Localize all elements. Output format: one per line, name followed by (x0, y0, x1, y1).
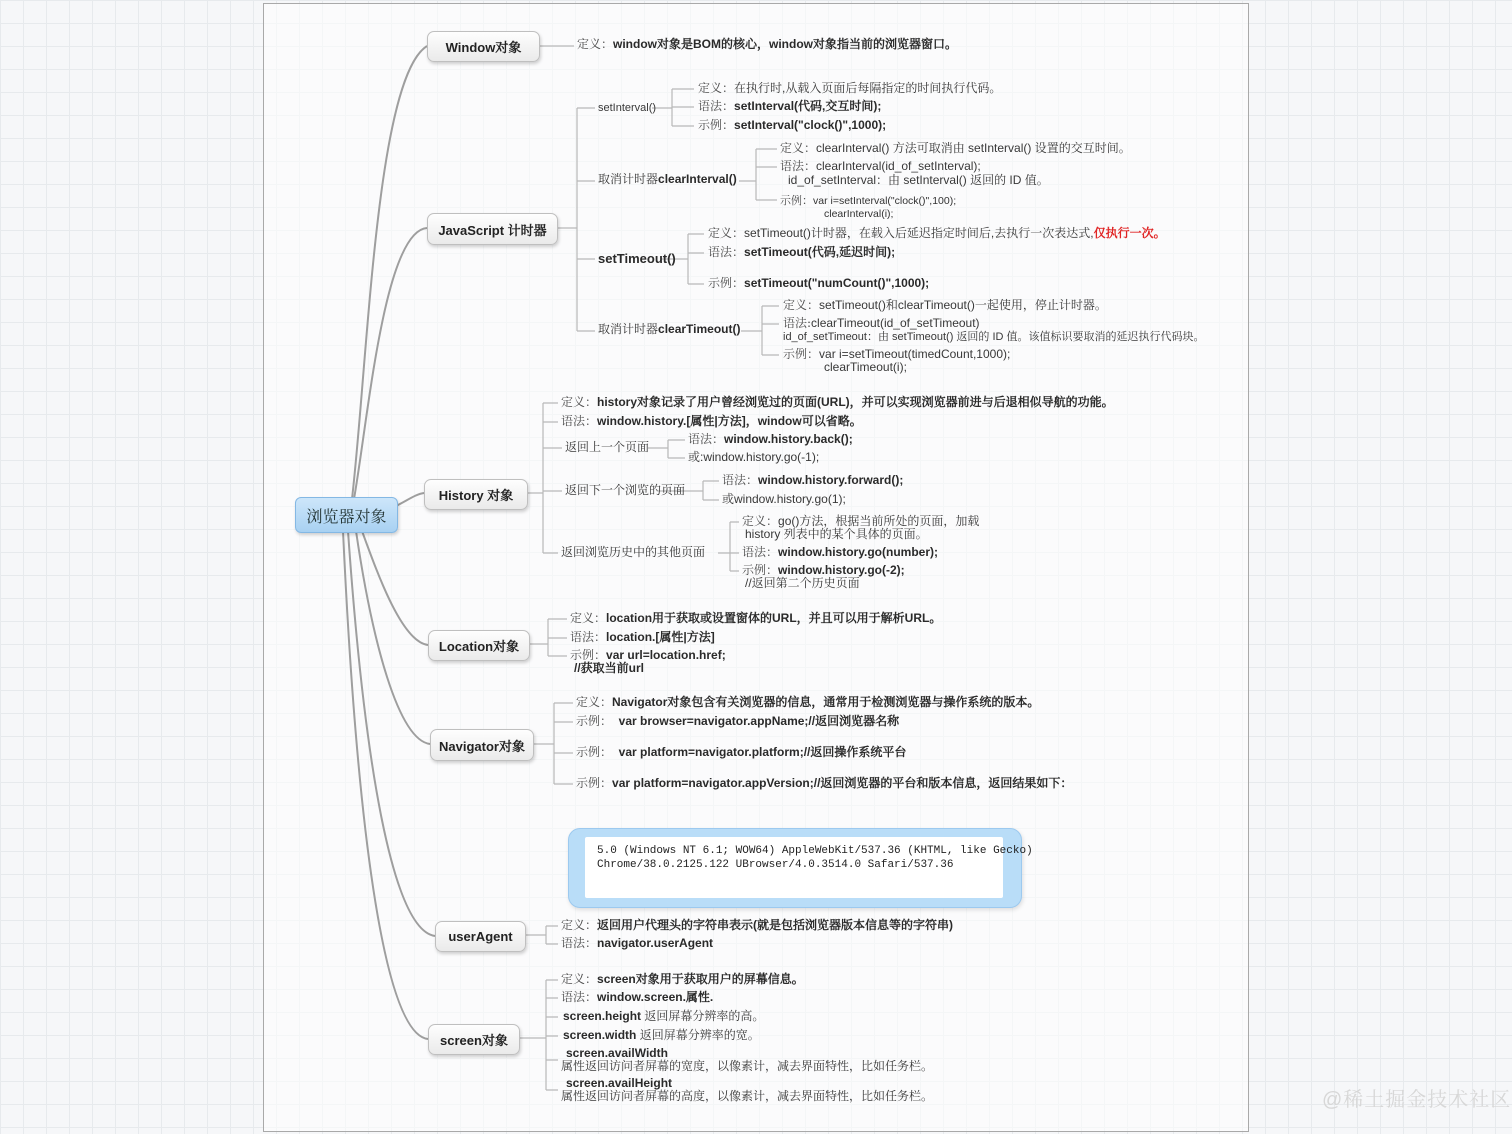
comment-text: //获取当前url (574, 661, 645, 675)
screen-height-property (563, 1010, 764, 1023)
setinterval-label-text: setInterval() (598, 102, 657, 114)
label-prefix: 定义： (561, 918, 598, 932)
location-comment (574, 662, 644, 675)
property-name: screen.availWidth (566, 1046, 668, 1060)
label-prefix: 示例： (783, 347, 820, 361)
root-node-label: 浏览器对象 (306, 508, 387, 526)
node-js-timer[interactable] (427, 213, 558, 245)
settimeout-label-text: setTimeout() (598, 251, 676, 266)
label-prefix: 语法： (708, 245, 745, 259)
label-prefix: 语法： (688, 432, 725, 446)
history-back-label[interactable] (565, 441, 649, 454)
syntax-text: window.history.forward(); (758, 473, 904, 487)
example-code: var i=setInterval("clock()",100); (813, 195, 957, 207)
example-text: window.history.go(-2); (778, 563, 905, 577)
watermark-text: @稀土掘金技术社区 (1322, 1089, 1512, 1111)
example-text: var platform=navigator.appVersion;//返回浏览器的平台和版本信息，返回结果如下： (612, 776, 1073, 790)
clearinterval-definition (780, 142, 1131, 155)
history-forward-label-text: 返回下一个浏览的页面 (565, 483, 686, 497)
node-history-label: History 对象 (438, 488, 514, 503)
cleartimeout-label-cn: 取消计时器 (598, 322, 659, 336)
useragent-syntax (561, 937, 713, 950)
label-prefix: 示例： (570, 648, 607, 662)
history-go-syntax (742, 546, 938, 559)
label-prefix: 示例： (780, 194, 813, 207)
label-prefix: 语法： (570, 630, 607, 644)
node-location[interactable] (428, 630, 530, 661)
definition-text: clearInterval() 方法可取消由 setInterval() 设置的交互时间。 (816, 141, 1131, 155)
property-description: 属性返回访问者屏幕的宽度，以像素计，减去界面特性，比如任务栏。 (561, 1059, 934, 1073)
example-text: var browser=navigator.appName;//返回浏览器名称 (612, 714, 900, 728)
definition-highlight-red: 仅执行一次。 (1093, 226, 1166, 240)
label-prefix: 示例： (742, 563, 779, 577)
label-prefix: 定义： (780, 141, 817, 155)
label-prefix: 定义： (577, 37, 614, 51)
definition-text: setTimeout()计时器，在载入后延迟指定时间后,去执行一次表达式, (744, 226, 1094, 240)
screen-width-property (563, 1029, 760, 1042)
history-forward-alternative (722, 493, 846, 506)
useragent-definition (561, 919, 953, 932)
property-name: screen.height (563, 1009, 642, 1023)
settimeout-label[interactable] (598, 252, 676, 267)
label-prefix: 定义： (742, 514, 779, 528)
node-navigator-label: Navigator对象 (439, 738, 525, 754)
settimeout-syntax (708, 246, 895, 259)
syntax-text: clearInterval(id_of_setInterval); (816, 159, 981, 173)
node-screen-label: screen对象 (440, 1033, 508, 1048)
definition-text: Navigator对象包含有关浏览器的信息，通常用于检测浏览器与操作系统的版本。 (612, 695, 1040, 709)
label-prefix: 定义： (561, 972, 598, 986)
syntax-text: window.screen.属性. (597, 990, 714, 1004)
label-prefix: 语法： (561, 414, 598, 428)
clearinterval-syntax-1 (780, 160, 981, 173)
clearinterval-example-1 (780, 194, 956, 208)
definition-text: 返回用户代理头的字符串表示(就是包括浏览器版本信息等的字符串) (597, 918, 954, 932)
useragent-result-box (568, 828, 1033, 908)
syntax-text: clearTimeout(id_of_setTimeout) (811, 316, 980, 330)
syntax-text: id_of_setInterval：由 setInterval() 返回的 ID 值。 (788, 173, 1049, 187)
label-prefix: 示例： (708, 276, 745, 290)
history-forward-label[interactable] (565, 484, 685, 497)
settimeout-example (708, 277, 929, 290)
useragent-result-text (585, 837, 1033, 898)
cleartimeout-label-code: clearTimeout() (658, 322, 741, 336)
node-screen[interactable] (428, 1024, 520, 1055)
label-prefix: 定义： (576, 695, 613, 709)
example-text: setTimeout("numCount()",1000); (744, 276, 930, 290)
navigator-definition (576, 696, 1039, 709)
syntax-text: window.history.back(); (724, 432, 853, 446)
comment-text: //返回第二个历史页面 (745, 576, 860, 590)
history-go-comment (745, 577, 860, 590)
clearinterval-label-code: clearInterval() (658, 172, 737, 186)
settimeout-definition (708, 227, 1166, 240)
property-name: screen.availHeight (566, 1076, 673, 1090)
syntax-text: setTimeout(代码,延迟时间); (744, 245, 896, 259)
history-back-alternative (688, 451, 819, 464)
definition-text: window对象是BOM的核心，window对象指当前的浏览器窗口。 (613, 37, 957, 51)
history-go-label-text: 返回浏览历史中的其他页面 (561, 545, 706, 559)
cleartimeout-syntax-1 (783, 317, 980, 330)
cleartimeout-label[interactable] (598, 323, 740, 336)
setinterval-syntax (698, 100, 881, 113)
node-js-timer-label: JavaScript 计时器 (438, 222, 547, 238)
history-back-syntax (688, 433, 853, 446)
label-prefix: 语法： (698, 99, 735, 113)
syntax-text: window.history.go(number); (778, 545, 938, 559)
syntax-text: window.history.[属性|方法]，window可以省略。 (597, 414, 862, 428)
property-description: 返回屏幕分辨率的高。 (641, 1009, 765, 1023)
definition-text: 在执行时,从载入页面后每隔指定的时间执行代码。 (734, 81, 1002, 95)
definition-text: history 列表中的某个具体的页面。 (745, 527, 928, 541)
example-text: clearTimeout(i); (824, 360, 907, 374)
label-prefix: 语法： (722, 473, 759, 487)
node-window-label: Window对象 (445, 40, 522, 55)
root-node-browser-object[interactable] (295, 497, 398, 533)
setinterval-example (698, 119, 886, 132)
navigator-example-3 (576, 777, 1072, 790)
definition-text: location用于获取或设置窗体的URL，并且可以用于解析URL。 (606, 611, 942, 625)
label-prefix: 定义： (708, 226, 745, 240)
cleartimeout-definition (783, 299, 1107, 312)
label-prefix: 定义： (570, 611, 607, 625)
label-prefix: 示例： (576, 776, 613, 790)
history-back-label-text: 返回上一个页面 (565, 440, 650, 454)
navigator-example-2 (576, 746, 906, 759)
syntax-text: setInterval(代码,交互时间); (734, 99, 882, 113)
node-history[interactable] (424, 479, 528, 510)
label-prefix: 定义： (783, 298, 820, 312)
history-definition (561, 396, 1114, 409)
clearinterval-label[interactable] (598, 173, 737, 186)
property-description: 返回屏幕分辨率的宽。 (636, 1028, 760, 1042)
definition-text: setTimeout()和clearTimeout()一起使用，停止计时器。 (819, 298, 1107, 312)
history-forward-syntax (722, 474, 903, 487)
node-location-label: Location对象 (438, 639, 520, 654)
useragent-string-line-1: 5.0 (Windows NT 6.1; WOW64) AppleWebKit/537.36 (KHTML, like Gecko) (597, 845, 1033, 857)
screen-syntax (561, 991, 713, 1004)
property-description: 属性返回访问者屏幕的高度，以像素计，减去界面特性，比如任务栏。 (561, 1089, 934, 1103)
syntax-text: 或:window.history.go(-1); (688, 450, 820, 464)
history-go-label[interactable] (561, 546, 705, 559)
label-prefix: 语法: (783, 316, 812, 330)
label-prefix: 示例： (698, 118, 735, 132)
node-window[interactable] (427, 31, 540, 62)
label-prefix: 语法： (561, 990, 598, 1004)
screen-definition (561, 973, 804, 986)
label-prefix: 语法： (742, 545, 779, 559)
definition-text: history对象记录了用户曾经浏览过的页面(URL)，并可以实现浏览器前进与后退相似导航的功能。 (597, 395, 1114, 409)
node-navigator[interactable] (430, 729, 534, 761)
history-syntax (561, 415, 862, 428)
location-definition (570, 612, 941, 625)
syntax-text: id_of_setTimeout：由 setTimeout() 返回的 ID 值。该值标识要取消的延迟执行代码块。 (783, 331, 1205, 343)
clearinterval-syntax-2 (788, 174, 1049, 187)
label-prefix: 示例： (576, 714, 613, 728)
example-text: var i=setTimeout(timedCount,1000); (819, 347, 1011, 361)
property-name: screen.width (563, 1028, 637, 1042)
cleartimeout-syntax-2 (783, 331, 1205, 343)
clearinterval-example-2 (824, 207, 893, 221)
setinterval-label[interactable] (598, 102, 656, 114)
example-text: var platform=navigator.platform;//返回操作系统平台 (612, 745, 907, 759)
example-text: setInterval("clock()",1000); (734, 118, 887, 132)
label-prefix: 示例： (576, 745, 613, 759)
screen-availwidth-description (561, 1060, 933, 1073)
setinterval-definition (698, 82, 1001, 95)
label-prefix: 定义： (561, 395, 598, 409)
cleartimeout-example-2 (824, 361, 907, 374)
label-prefix: 定义： (698, 81, 735, 95)
node-useragent-label: userAgent (448, 929, 513, 944)
location-syntax (570, 631, 715, 644)
definition-text: go()方法，根据当前所处的页面，加载 (778, 514, 980, 528)
label-prefix: 语法： (561, 936, 598, 950)
useragent-string-line-2: Chrome/38.0.2125.122 UBrowser/4.0.3514.0 Safari/537.36 (597, 858, 954, 871)
example-code: clearInterval(i); (824, 208, 894, 220)
syntax-text: location.[属性|方法] (606, 630, 715, 644)
main-branch-curves (343, 46, 435, 1039)
clearinterval-label-cn: 取消计时器 (598, 172, 659, 186)
label-prefix: 语法： (780, 159, 817, 173)
syntax-text: navigator.userAgent (597, 936, 714, 950)
window-definition (577, 38, 957, 51)
history-go-definition-2 (745, 528, 928, 541)
definition-text: screen对象用于获取用户的屏幕信息。 (597, 972, 804, 986)
example-text: var url=location.href; (606, 648, 726, 662)
screen-availheight-description (561, 1090, 933, 1103)
child-bracket-lines (518, 46, 779, 1090)
node-useragent[interactable] (435, 921, 526, 952)
syntax-text: 或window.history.go(1); (722, 492, 846, 506)
navigator-example-1 (576, 715, 899, 728)
